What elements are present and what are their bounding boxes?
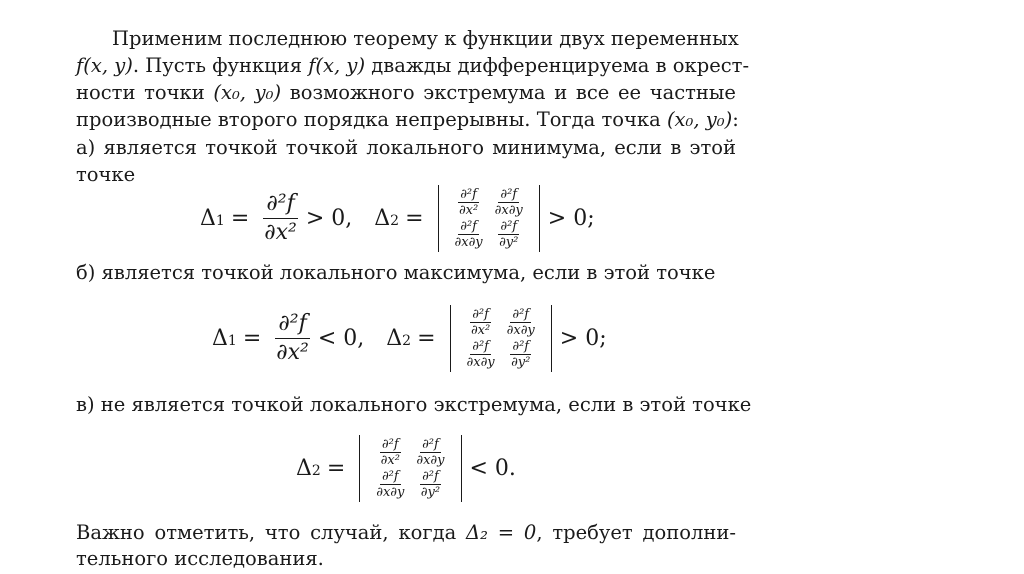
hessian-determinant-c: $\frac{\text{∂²f}}{\text{∂x²}}$ $\frac{\text{∂²f}}{\partial x\partial y}$ $\frac{\text{∂²f}}{\partial x\partial y}$ $\frac{\text{∂²f}}{\text{∂y²}}$ xyxy=(359,435,461,502)
case-a-label: а) является точкой точкой локального минимума, если в этой xyxy=(76,136,736,159)
equation-case-c: Δ 2 = $\frac{\text{∂²f}}{\text{∂x²}}$ $\frac{\text{∂²f}}{\partial x\partial y}$ $\frac{\text{∂²f}}{\partial x\partial y}$ $\frac{\text{∂²f}}{\text{∂y²}}$ < 0. xyxy=(296,436,516,500)
paragraph-line-4: производные второго порядка непрерывны. Тогда точка (x₀, y₀): xyxy=(76,108,739,131)
equation-case-a: Δ 1 = $\frac{\text{∂²f}}{\text{∂x²}}$ > 0, Δ 2 = $\frac{\text{∂²f}}{\text{∂x²}}$ $\frac{\text{∂²f}}{\partial x\partial y}$ $\frac{\text{∂²f}}{\partial x\partial y}$ $\frac{\text{∂²f}}{\text{∂y²}}$ > 0; xyxy=(200,186,595,250)
hessian-determinant-a: $\frac{\text{∂²f}}{\text{∂x²}}$ $\frac{\text{∂²f}}{\partial x\partial y}$ $\frac{\text{∂²f}}{\partial x\partial y}$ $\frac{\text{∂²f}}{\text{∂y²}}$ xyxy=(438,185,540,252)
case-b-label: б) является точкой локального максимума, если в этой точке xyxy=(76,261,716,284)
hessian-determinant-b: $\frac{\text{∂²f}}{\text{∂x²}}$ $\frac{\text{∂²f}}{\partial x\partial y}$ $\frac{\text{∂²f}}{\partial x\partial y}$ $\frac{\text{∂²f}}{\text{∂y²}}$ xyxy=(450,305,552,372)
paragraph-line-6: точке xyxy=(76,163,136,186)
case-c-label: в) не является точкой локального экстремума, если в этой точке xyxy=(76,393,752,416)
paragraph-line-3: ности точки (x₀, y₀) возможного экстремума и все ее частные xyxy=(76,81,736,104)
equation-case-b: Δ 1 = $\frac{\text{∂²f}}{\text{∂x²}}$ < 0, Δ 2 = $\frac{\text{∂²f}}{\text{∂x²}}$ $\frac{\text{∂²f}}{\partial x\partial y}$ $\frac{\text{∂²f}}{\partial x\partial y}$ $\frac{\text{∂²f}}{\text{∂y²}}$ > 0; xyxy=(212,306,607,370)
paragraph-line-1: Применим последнюю теорему к функции двух переменных xyxy=(112,27,739,50)
conclusion-line-1: Важно отметить, что случай, когда Δ₂ = 0, требует дополни- xyxy=(76,521,736,544)
paragraph-line-2: f(x, y). Пусть функция f(x, y) дважды дифференцируема в окрест- xyxy=(76,54,750,77)
conclusion-line-2: тельного исследования. xyxy=(76,547,324,570)
